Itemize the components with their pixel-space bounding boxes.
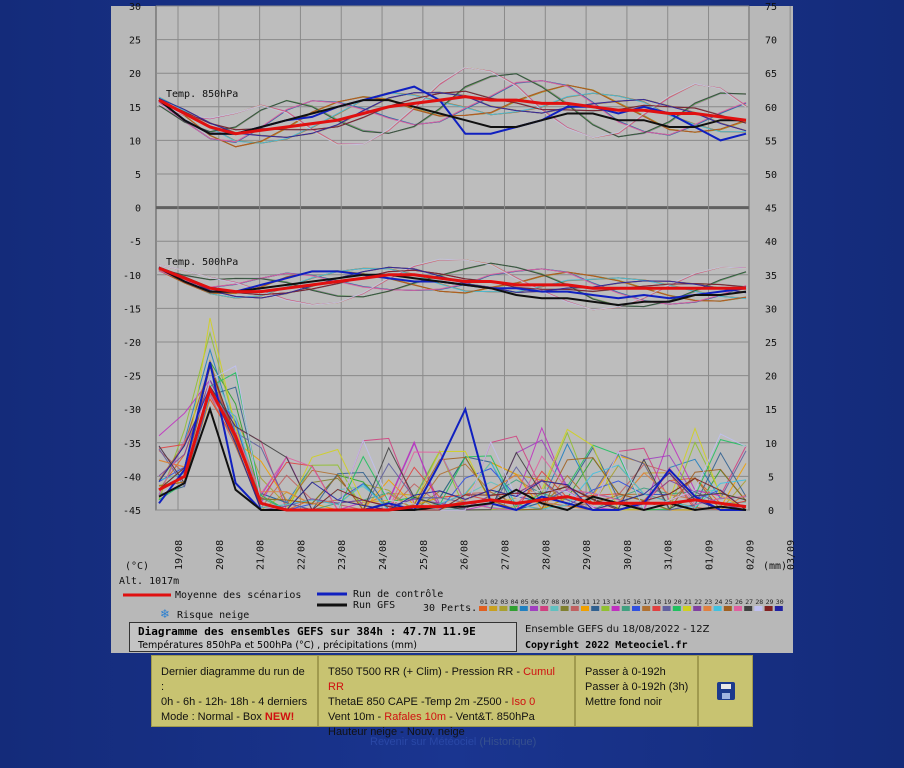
y-right-tick-label: 60 [764,102,778,114]
y-right-tick-label: 35 [764,270,778,282]
legend-member-swatch [591,606,599,611]
range-0-192h-3h-link[interactable]: Passer à 0-192h (3h) [585,681,689,693]
legend-member-id: 19 [663,598,672,606]
legend-member-swatch [571,606,579,611]
x-date-label: 19/08 [174,539,185,570]
menu-view-cell [575,655,698,727]
y-right-tick-label: 50 [764,170,778,181]
legend-member-swatch [601,606,609,611]
x-date-label: 28/08 [541,539,553,570]
legend-member-swatch [714,606,722,611]
x-date-label: 23/08 [337,539,349,570]
snowflake-icon: ❄ [160,607,171,621]
legend-member-id: 13 [602,598,611,606]
legend-member-id: 02 [490,598,499,606]
y-right-tick-label: 55 [764,136,778,148]
legend-label-gfs: Run GFS [353,600,396,611]
legend-member-id: 24 [714,598,723,606]
y-left-tick-label: 10 [128,136,141,148]
legend-label-perts: 30 Perts. [423,603,478,614]
legend-member-id: 21 [684,598,692,606]
legend-member-swatch [683,606,691,611]
x-date-label: 03/09 [786,539,798,570]
legend-member-swatch [550,606,558,611]
new-badge: NEW! [264,711,295,723]
legend-member-swatch [540,606,548,611]
legend-member-id: 29 [765,598,774,606]
chart-panel [111,2,798,653]
y-left-tick-label: 5 [134,170,141,181]
legend-member-swatch [632,606,640,611]
x-date-label: 29/08 [582,539,594,570]
x-date-label: 01/09 [704,539,716,570]
legend-member-swatch [703,606,711,611]
legend-member-swatch [663,606,671,611]
floppy-disk-icon[interactable] [717,682,735,700]
menu-run-cell [151,655,318,727]
dark-background-link[interactable]: Mettre fond noir [585,696,663,708]
legend-member-id: 22 [694,598,703,606]
x-date-label: 22/08 [296,539,308,570]
y-left-tick-label: -30 [122,405,141,417]
y-left-tick-label: 0 [134,203,141,215]
legend-member-swatch [479,606,487,611]
y-left-tick-label: 25 [128,35,141,47]
legend-member-id: 11 [582,598,590,606]
range-0-192h-link[interactable]: Passer à 0-192h [585,666,666,678]
panel-label-850: Temp. 850hPa [166,89,239,100]
y-right-tick-label: 75 [764,2,778,13]
legend-label-mean: Moyenne des scénarios [175,590,302,601]
menu-diagram-cell [318,655,575,738]
copyright: Copyright 2022 Meteociel.fr [525,640,688,651]
legend-member-id: 14 [612,598,621,606]
legend-member-swatch [581,606,589,611]
x-date-label: 27/08 [500,539,512,570]
legend-member-id: 23 [704,598,713,606]
legend-member-id: 28 [755,598,764,606]
chart-title: Diagramme des ensembles GEFS sur 384h : 47.7N 11.9E [138,625,476,638]
legend-member-swatch [510,606,518,611]
x-date-label: 20/08 [214,539,226,570]
legend-member-id: 09 [561,598,570,606]
legend-member-id: 27 [745,598,754,606]
legend-member-id: 03 [500,598,509,606]
legend-label-control: Run de contrôle [353,589,444,600]
legend-member-id: 08 [551,598,560,606]
x-date-label: 24/08 [378,539,390,570]
legend-member-swatch [520,606,528,611]
legend-member-swatch [561,606,569,611]
footer-back-link[interactable]: Revenir sur Météociel (Historique) [370,736,537,748]
y-left-tick-label: -15 [122,304,141,316]
legend-member-swatch [724,606,732,611]
legend-member-swatch [642,606,650,611]
legend-member-swatch [765,606,773,611]
diagram-links-row-1[interactable]: T850 T500 RR (+ Clim) - Pression RR - Cumul RR [328,666,555,693]
y-right-tick-label: 40 [764,237,778,249]
run-info: Ensemble GEFS du 18/08/2022 - 12Z [525,624,710,635]
legend-member-id: 05 [520,598,529,606]
legend-member-swatch [530,606,538,611]
legend-member-id: 12 [592,598,601,606]
x-date-label: 30/08 [622,539,634,570]
y-left-tick-label: -10 [122,270,141,282]
mode-links[interactable]: Mode : Normal - Box NEW! [161,711,295,723]
legend-member-swatch [775,606,783,611]
y-right-tick-label: 15 [764,405,778,417]
y-right-tick-label: 70 [764,35,778,47]
legend-member-id: 18 [653,598,662,606]
altitude-label: Alt. 1017m [119,576,180,587]
legend-member-swatch [622,606,630,611]
y-left-tick-label: -20 [122,338,141,349]
legend-member-swatch [744,606,752,611]
y-right-tick-label: 65 [764,69,778,81]
y-left-tick-label: -45 [122,506,141,517]
y-left-tick-label: -35 [122,438,141,450]
run-choice-links[interactable]: 0h - 6h - 12h- 18h - 4 derniers [161,696,308,708]
y-left-unit: (°C) [125,561,150,572]
legend-member-swatch [693,606,701,611]
legend-member-swatch [673,606,681,611]
diagram-links-row-2[interactable]: ThetaE 850 CAPE -Temp 2m -Z500 - Iso 0 [328,696,536,708]
legend-member-swatch [612,606,620,611]
legend-label-snow: Risque neige [177,610,250,621]
diagram-links-row-3[interactable]: Vent 10m - Rafales 10m - Vent&T. 850hPa [328,711,535,723]
menu-save-cell [698,655,753,727]
legend-member-id: 15 [622,598,631,606]
y-left-tick-label: 20 [128,69,141,81]
y-left-tick-label: 15 [128,102,141,114]
x-date-label: 25/08 [418,539,430,570]
y-right-tick-label: 30 [764,304,778,316]
y-right-tick-label: 20 [764,371,778,383]
y-right-tick-label: 25 [764,338,778,349]
legend-member-id: 10 [571,598,580,606]
x-date-label: 31/08 [663,539,675,570]
legend-member-id: 30 [775,598,784,606]
y-right-tick-label: 5 [767,472,775,484]
chart-info-box [129,622,517,652]
legend-member-id: 04 [510,598,519,606]
legend-member-id: 06 [531,598,539,606]
ensemble-chart [111,2,798,653]
legend-member-id: 25 [724,598,733,606]
diagram-links-row-4[interactable]: Hauteur neige - Nouv. neige [328,726,465,738]
y-left-tick-label: 30 [128,2,141,13]
y-right-tick-label: 10 [764,438,778,450]
legend-member-id: 26 [735,598,743,606]
chart-subtitle: Températures 850hPa et 500hPa (°C) , précipitations (mm) [138,640,417,651]
legend-member-swatch [754,606,762,611]
legend-member-id: 01 [480,598,488,606]
legend-member-swatch [489,606,497,611]
y-left-tick-label: -5 [128,237,141,249]
legend-member-swatch [734,606,742,611]
legend-member-id: 07 [541,598,550,606]
x-date-label: 02/09 [745,539,757,570]
y-right-tick-label: 45 [764,203,778,215]
legend-member-id: 20 [673,598,682,606]
legend-member-swatch [652,606,660,611]
legend-member-id: 17 [643,598,652,606]
x-date-label: 26/08 [459,539,471,570]
y-right-tick-label: 0 [767,506,775,517]
x-date-label: 21/08 [255,539,267,570]
panel-label-500: Temp. 500hPa [166,257,239,268]
y-left-tick-label: -25 [122,371,141,383]
run-choice-label: Dernier diagramme du run de : [161,666,305,693]
legend-member-id: 16 [633,598,641,606]
y-right-unit: (mm) [763,561,788,572]
y-left-tick-label: -40 [122,472,141,484]
legend-member-swatch [499,606,507,611]
